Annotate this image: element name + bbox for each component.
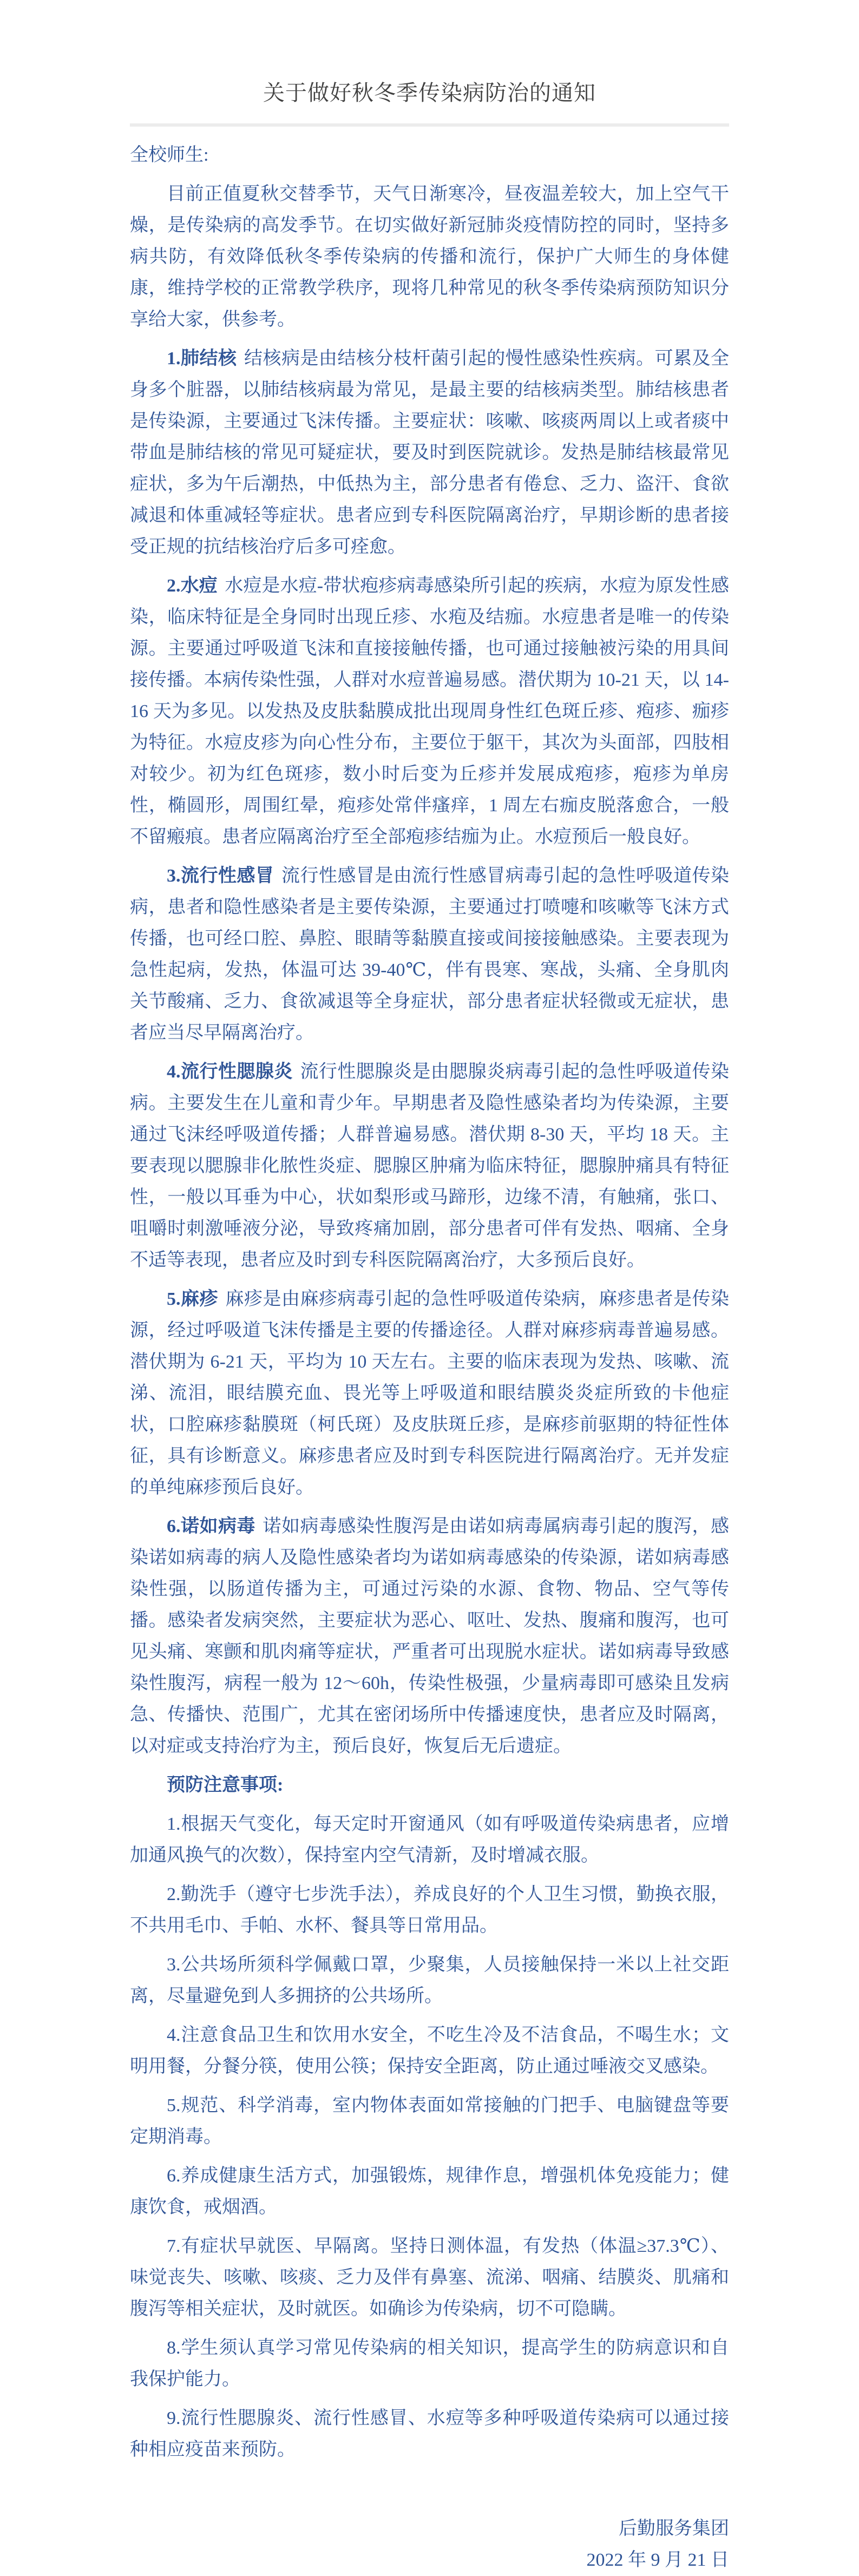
section-text: 流行性腮腺炎是由腮腺炎病毒引起的急性呼吸道传染病。主要发生在儿童和青少年。早期患者及隐性感染者均为传染源，主要通过飞沫经呼吸道传播；人群普遍易感。潜伏期 8-30 天，平均 18 天。主要表现以腮腺非化脓性炎症、腮腺区肿痛为临床特征，腮腺肿痛具有特征性，一般以耳垂为中心，状如梨形或马蹄形，边缘不清，有触痛，张口、咀嚼时刺激唾液分泌，导致疼痛加剧，部分患者可伴有发热、咽痛、全身不适等表现，患者应及时到专科医院隔离治疗，大多预后良好。: [130, 1062, 730, 1270]
signature-date: 2022 年 9 月 21 日: [586, 2550, 729, 2570]
section-text: 诺如病毒感染性腹泻是由诺如病毒属病毒引起的腹泻，感染诺如病毒的病人及隐性感染者均为诺如病毒感染的传染源，诺如病毒感染性强，以肠道传播为主，可通过污染的水源、食物、物品、空气等传播。感染者发病突然，主要症状为恶心、呕吐、发热、腹痛和腹泻，也可见头痛、寒颤和肌肉痛等症状，严重者可出现脱水症状。诺如病毒导致感染性腹泻，病程一般为 12～60h，传染性极强，少量病毒即可感染且发病急、传播快、范围广，尤其在密闭场所中传播速度快，患者应及时隔离，以对症或支持治疗为主，预后良好，恢复后无后遗症。: [130, 1516, 730, 1756]
note-item-2: 2.勤洗手（遵守七步洗手法），养成良好的个人卫生习惯，勤换衣服，不共用毛巾、手帕、水杯、餐具等日常用品。: [130, 1884, 729, 1936]
section-lead: 2.水痘: [167, 576, 218, 596]
section-text: 流行性感冒是由流行性感冒病毒引起的急性呼吸道传染病，患者和隐性感染者是主要传染源，主要通过打喷嚏和咳嗽等飞沫方式传播，也可经口腔、鼻腔、眼睛等黏膜直接或间接接触感染。主要表现为急性起病，发热，体温可达 39-40℃，伴有畏寒、寒战，头痛、全身肌肉关节酸痛、乏力、食欲减退等全身症状，部分患者症状轻微或无症状，患者应当尽早隔离治疗。: [130, 866, 730, 1043]
note-item-5: 5.规范、科学消毒，室内物体表面如常接触的门把手、电脑键盘等要定期消毒。: [130, 2095, 729, 2147]
disease-section-tuberculosis: [130, 343, 729, 563]
note-item-8: 8.学生须认真学习常见传染病的相关知识，提高学生的防病意识和自我保护能力。: [130, 2338, 729, 2389]
note-item-4: 4.注意食品卫生和饮用水安全，不吃生冷及不洁食品，不喝生水；文明用餐，分餐分筷，使用公筷；保持安全距离，防止通过唾液交叉感染。: [130, 2025, 729, 2076]
title-divider: [130, 123, 729, 127]
document-body: [130, 140, 729, 2576]
signature-org: 后勤服务集团: [619, 2519, 729, 2539]
section-text: 麻疹是由麻疹病毒引起的急性呼吸道传染病，麻疹患者是传染源，经过呼吸道飞沫传播是主要的传播途径。人群对麻疹病毒普遍易感。潜伏期为 6-21 天，平均为 10 天左右。主要的临床表现为发热、咳嗽、流涕、流泪，眼结膜充血、畏光等上呼吸道和眼结膜炎炎症所致的卡他症状，口腔麻疹黏膜斑（柯氏斑）及皮肤斑丘疹，是麻疹前驱期的特征性体征，具有诊断意义。麻疹患者应及时到专科医院进行隔离治疗。无并发症的单纯麻疹预后良好。: [130, 1289, 730, 1497]
section-lead: 1.肺结核: [167, 349, 237, 369]
section-text: 结核病是由结核分枝杆菌引起的慢性感染性疾病。可累及全身多个脏器，以肺结核病最为常见，是最主要的结核病类型。肺结核患者是传染源，主要通过飞沫传播。主要症状：咳嗽、咳痰两周以上或者痰中带血是肺结核的常见可疑症状，要及时到医院就诊。发热是肺结核最常见症状，多为午后潮热，中低热为主，部分患者有倦怠、乏力、盗汗、食欲减退和体重减轻等症状。患者应到专科医院隔离治疗，早期诊断的患者接受正规的抗结核治疗后多可痊愈。: [130, 349, 730, 557]
note-item-9: 9.流行性腮腺炎、流行性感冒、水痘等多种呼吸道传染病可以通过接种相应疫苗来预防。: [130, 2408, 729, 2460]
note-item-1: 1.根据天气变化，每天定时开窗通风（如有呼吸道传染病患者，应增加通风换气的次数），保持室内空气清新，及时增减衣服。: [130, 1814, 729, 1865]
disease-section-chickenpox: [130, 570, 729, 853]
signature-block: [130, 2513, 729, 2576]
disease-section-mumps: [130, 1056, 729, 1276]
section-lead: 5.麻疹: [167, 1289, 218, 1309]
page-title: 关于做好秋冬季传染病防治的通知: [263, 81, 596, 105]
note-item-3: 3.公共场所须科学佩戴口罩，少聚集，人员接触保持一米以上社交距离，尽量避免到人多拥挤的公共场所。: [130, 1955, 729, 2006]
notes-heading: 预防注意事项:: [167, 1775, 284, 1795]
disease-section-measles: [130, 1284, 729, 1503]
section-lead: 4.流行性腮腺炎: [167, 1062, 293, 1082]
disease-section-norovirus: [130, 1511, 729, 1762]
intro-paragraph: 目前正值夏秋交替季节，天气日渐寒冷，昼夜温差较大，加上空气干燥，是传染病的高发季节。在切实做好新冠肺炎疫情防控的同时，坚持多病共防，有效降低秋冬季传染病的传播和流行，保护广大师生的身体健康，维持学校的正常教学秩序，现将几种常见的秋冬季传染病预防知识分享给大家，供参考。: [130, 184, 729, 330]
disease-section-influenza: [130, 860, 729, 1049]
note-item-6: 6.养成健康生活方式，加强锻炼，规律作息，增强机体免疫能力；健康饮食，戒烟酒。: [130, 2166, 729, 2217]
section-text: 水痘是水痘-带状疱疹病毒感染所引起的疾病，水痘为原发性感染，临床特征是全身同时出现丘疹、水疱及结痂。水痘患者是唯一的传染源。主要通过呼吸道飞沫和直接接触传播，也可通过接触被污染的用具间接传播。本病传染性强，人群对水痘普遍易感。潜伏期为 10-21 天，以 14-16 天为多见。以发热及皮肤黏膜成批出现周身性红色斑丘疹、疱疹、痂疹为特征。水痘皮疹为向心性分布，主要位于躯干，其次为头面部，四肢相对较少。初为红色斑疹，数小时后变为丘疹并发展成疱疹，疱疹为单房性，椭圆形，周围红晕，疱疹处常伴瘙痒，1 周左右痂皮脱落愈合，一般不留瘢痕。患者应隔离治疗至全部疱疹结痂为止。水痘预后一般良好。: [130, 576, 729, 847]
note-item-7: 7.有症状早就医、早隔离。坚持日测体温，有发热（体温≥37.3℃）、味觉丧失、咳嗽、咳痰、乏力及伴有鼻塞、流涕、咽痛、结膜炎、肌痛和腹泻等相关症状，及时就医。如确诊为传染病，切不可隐瞒。: [130, 2236, 729, 2319]
section-lead: 6.诺如病毒: [167, 1516, 255, 1536]
section-lead: 3.流行性感冒: [167, 866, 274, 886]
salutation: 全校师生:: [130, 145, 209, 165]
